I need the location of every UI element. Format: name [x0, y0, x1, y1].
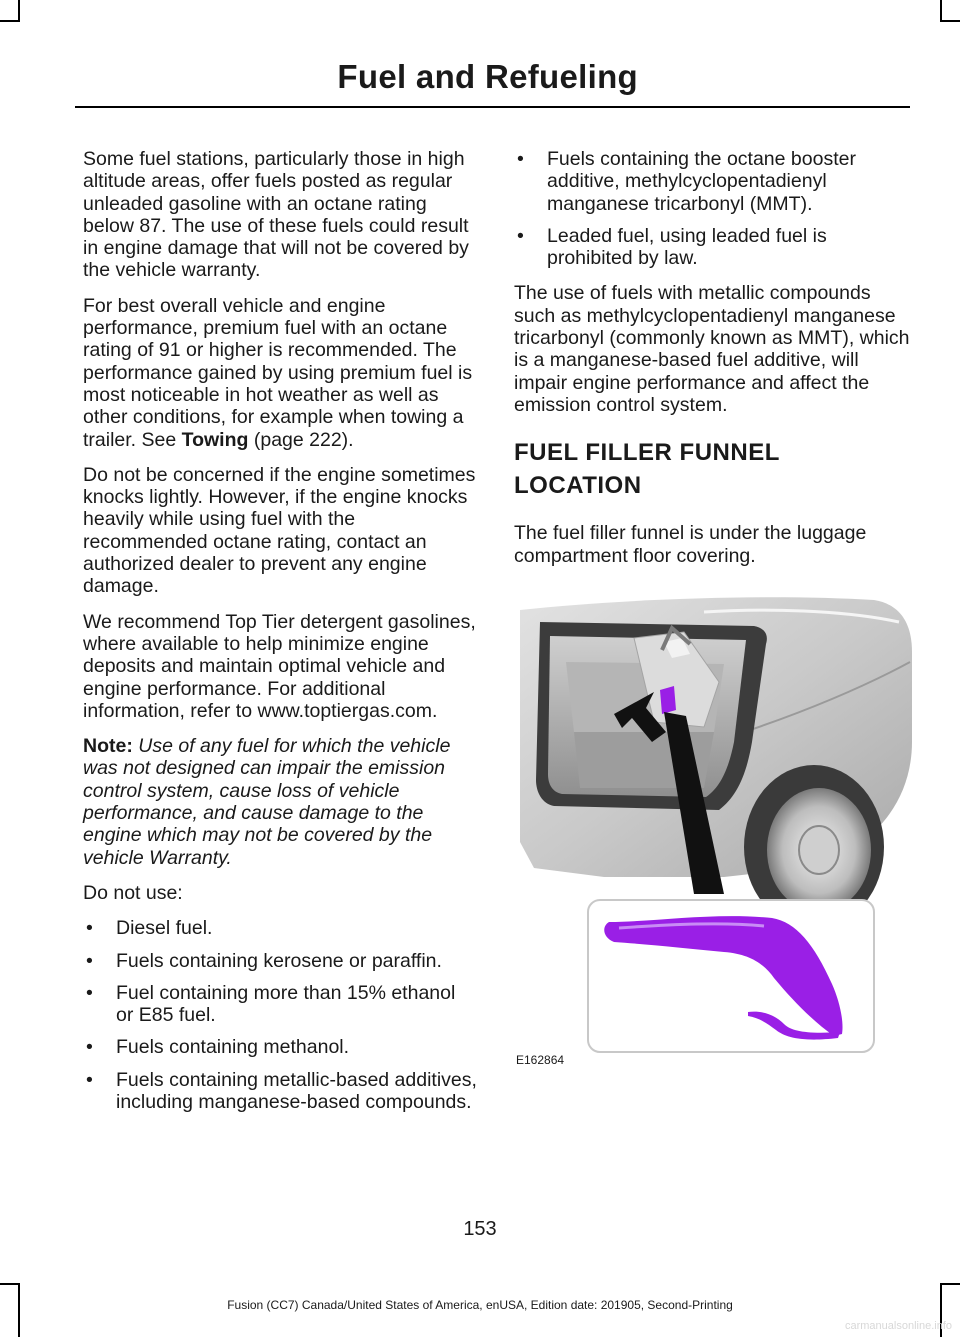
list-item: • Fuels containing metallic-based additives, including manganese-based compounds. [83, 1069, 478, 1114]
section-heading-line2: LOCATION [514, 472, 642, 500]
note-label: Note: [83, 735, 133, 758]
do-not-use-list-continued [514, 148, 910, 269]
do-not-use-list [83, 917, 478, 1113]
paragraph-premium-fuel-text: For best overall vehicle and engine performance, premium fuel with an octane rating of 91 or higher is recommended. The performance gained by using premium fuel is most noticeable in hot weather as well as other conditions, for example when towing a trailer. See [83, 294, 473, 451]
page-title: Fuel and Refueling [337, 58, 638, 95]
crop-mark [18, 0, 20, 22]
towing-link[interactable]: Towing [181, 428, 249, 451]
funnel-location-figure [514, 592, 914, 1067]
crop-mark [940, 20, 960, 22]
note-body: Use of any fuel for which the vehicle was not designed can impair the emission control system, cause loss of vehicle performance, and cause damage to the engine which may not be covered by the vehicle Warranty. [83, 735, 451, 869]
paragraph-octane-rating: Some fuel stations, particularly those in high altitude areas, offer fuels posted as regular unleaded gasoline with an octane rating below 87. The use of these fuels could result in engine damage that will not be covered by the vehicle warranty. [83, 148, 469, 282]
paragraph-premium-fuel [83, 295, 478, 451]
list-item: • Fuels containing the octane booster additive, methylcyclopentadienyl manganese tricarbonyl (MMT). [514, 148, 910, 215]
list-item: • Fuel containing more than 15% ethanol or E85 fuel. [83, 982, 478, 1027]
note-paragraph [83, 735, 478, 869]
crop-mark [940, 1283, 960, 1285]
list-item: • Leaded fuel, using leaded fuel is prohibited by law. [514, 225, 910, 270]
paragraph-metallic-compounds: The use of fuels with metallic compounds such as methylcyclopentadienyl manganese tricarbonyl (commonly known as MMT), which is a manganese-based fuel additive, will impair engine performance and affect the emission control system. [514, 282, 910, 416]
crop-mark [0, 20, 20, 22]
page-reference: (page 222). [248, 428, 354, 451]
list-item: • Fuels containing kerosene or paraffin. [83, 950, 478, 972]
header-rule [75, 106, 910, 108]
watermark: carmanualsonline.info [844, 1320, 952, 1332]
list-item: • Diesel fuel. [83, 917, 478, 939]
paragraph-top-tier: We recommend Top Tier detergent gasolines, where available to help minimize engine deposits and maintain optimal vehicle and engine performance. For additional information, refer to www.toptiergas.com. [83, 610, 476, 722]
paragraph-engine-knock: Do not be concerned if the engine sometimes knocks lightly. However, if the engine knocks heavily while using fuel with the recommended octane rating, contact an authorized dealer to prevent any engine damage. [83, 463, 476, 598]
do-not-use-label: Do not use: [83, 881, 183, 904]
crop-mark [940, 0, 942, 22]
section-heading [514, 436, 910, 502]
paragraph-funnel-location: The fuel filler funnel is under the luggage compartment floor covering. [514, 522, 867, 567]
footer-edition-info: Fusion (CC7) Canada/United States of America, enUSA, Edition date: 201905, Second-Printing [227, 1298, 733, 1312]
crop-mark [0, 1283, 20, 1285]
car-trunk-illustration [514, 592, 914, 1067]
page-number: 153 [463, 1218, 497, 1240]
section-heading-line1: FUEL FILLER FUNNEL [514, 439, 780, 467]
figure-code: E162864 [516, 1053, 565, 1067]
list-item: • Fuels containing methanol. [83, 1036, 478, 1058]
left-column [83, 148, 478, 1126]
right-column [514, 148, 910, 580]
